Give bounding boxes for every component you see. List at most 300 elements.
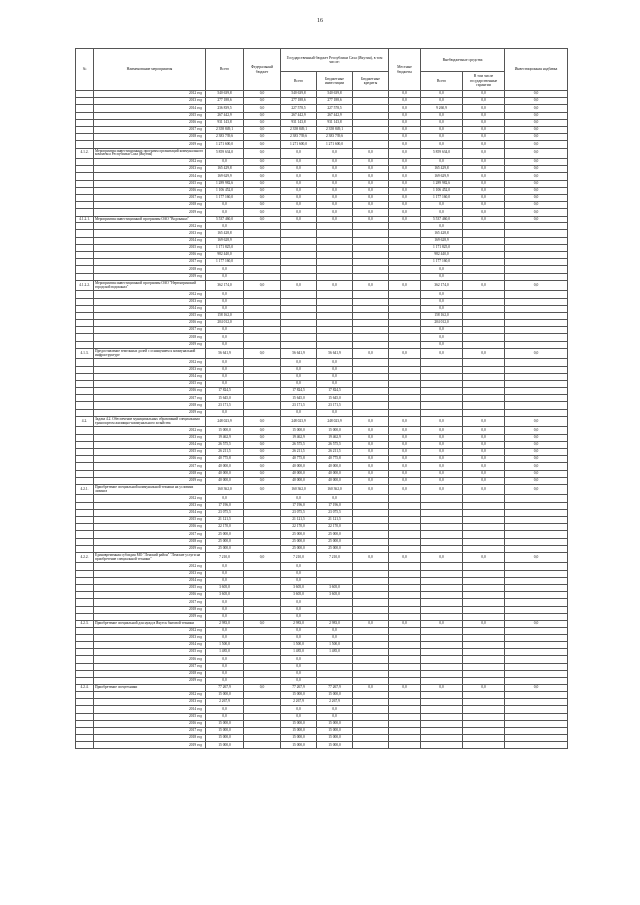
cell-value: 0,0 xyxy=(353,552,389,563)
cell-value xyxy=(317,341,353,348)
table-row-year xyxy=(76,166,568,173)
row-year: 2019 год xyxy=(94,141,206,148)
cell-value: 0,0 xyxy=(353,148,389,159)
table-row-year xyxy=(76,670,568,677)
cell-value: 26 575,5 xyxy=(317,441,353,448)
row-year: 2014 год xyxy=(94,237,206,244)
row-number xyxy=(76,259,94,266)
cell-value xyxy=(505,373,568,380)
cell-value xyxy=(463,495,505,502)
cell-value xyxy=(421,691,463,698)
cell-value: 0,0 xyxy=(421,298,463,305)
cell-value: 0,0 xyxy=(421,273,463,280)
cell-value: 17 196,0 xyxy=(281,502,317,509)
cell-value: 0,0 xyxy=(463,552,505,563)
cell-value xyxy=(389,409,421,416)
cell-value xyxy=(421,649,463,656)
cell-value xyxy=(244,524,281,531)
cell-value: 0,0 xyxy=(421,112,463,119)
cell-value xyxy=(421,395,463,402)
row-number xyxy=(76,470,94,477)
cell-value xyxy=(505,230,568,237)
cell-value: 23 075,5 xyxy=(317,509,353,516)
cell-value xyxy=(244,244,281,251)
cell-value xyxy=(463,334,505,341)
cell-value: 0,0 xyxy=(281,563,317,570)
cell-value: 0,0 xyxy=(463,463,505,470)
cell-value: 1 171 825,0 xyxy=(421,244,463,251)
row-year: 2019 год xyxy=(94,409,206,416)
cell-value xyxy=(353,402,389,409)
cell-value: 5 859 634,0 xyxy=(206,148,244,159)
row-number xyxy=(76,670,94,677)
row-year: 2016 год xyxy=(94,592,206,599)
row-number xyxy=(76,180,94,187)
cell-value xyxy=(421,642,463,649)
cell-value: 0,0 xyxy=(463,470,505,477)
cell-value: 7 210,0 xyxy=(317,552,353,563)
cell-value: 0,0 xyxy=(421,209,463,216)
row-year: 2018 год xyxy=(94,735,206,742)
cell-value: 0,0 xyxy=(421,91,463,98)
cell-value xyxy=(244,577,281,584)
row-number xyxy=(76,531,94,538)
row-year: 2019 год xyxy=(94,341,206,348)
cell-value: 15 000,0 xyxy=(317,427,353,434)
table-row-year xyxy=(76,126,568,133)
cell-value: 25 000,0 xyxy=(281,545,317,552)
table-row-year xyxy=(76,305,568,312)
cell-value xyxy=(244,320,281,327)
cell-value: 0,0 xyxy=(505,456,568,463)
cell-value: 165 428,8 xyxy=(206,230,244,237)
table-row-year xyxy=(76,627,568,634)
cell-value xyxy=(353,305,389,312)
cell-value xyxy=(389,305,421,312)
cell-value: 0,0 xyxy=(281,670,317,677)
row-year: 2019 год xyxy=(94,545,206,552)
cell-value: 3 605,0 xyxy=(206,585,244,592)
cell-value xyxy=(505,509,568,516)
cell-value: 0,0 xyxy=(353,484,389,495)
cell-value: 1 500,0 xyxy=(206,642,244,649)
cell-value: 0,0 xyxy=(244,427,281,434)
cell-value: 0,0 xyxy=(505,141,568,148)
cell-value xyxy=(505,713,568,720)
cell-value xyxy=(463,402,505,409)
row-number xyxy=(76,599,94,606)
cell-value xyxy=(463,634,505,641)
table-row-section xyxy=(76,416,568,427)
row-year: 2017 год xyxy=(94,463,206,470)
cell-value xyxy=(317,312,353,319)
cell-value: 26 211,5 xyxy=(281,448,317,455)
cell-value: 0,0 xyxy=(421,134,463,141)
row-year: 2017 год xyxy=(94,599,206,606)
cell-value: 0,0 xyxy=(244,209,281,216)
row-number xyxy=(76,298,94,305)
cell-value xyxy=(505,592,568,599)
cell-value xyxy=(353,545,389,552)
cell-value: 26 575,5 xyxy=(281,441,317,448)
cell-value xyxy=(244,252,281,259)
table-row-year xyxy=(76,538,568,545)
cell-value xyxy=(421,613,463,620)
row-year: 2012 год xyxy=(94,495,206,502)
cell-value: 0,0 xyxy=(463,148,505,159)
cell-value: 169 628,9 xyxy=(206,237,244,244)
cell-value xyxy=(505,627,568,634)
cell-value xyxy=(505,366,568,373)
cell-value: 40 000,0 xyxy=(317,477,353,484)
cell-value: 0,0 xyxy=(463,456,505,463)
cell-value: 0,0 xyxy=(505,620,568,627)
cell-value xyxy=(389,252,421,259)
cell-value: 0,0 xyxy=(244,194,281,201)
row-number xyxy=(76,634,94,641)
table-row-year xyxy=(76,359,568,366)
cell-value: 25 000,0 xyxy=(317,545,353,552)
cell-value xyxy=(421,720,463,727)
cell-value xyxy=(353,538,389,545)
cell-value xyxy=(244,727,281,734)
page-number: 16 xyxy=(317,18,323,24)
cell-value xyxy=(389,577,421,584)
cell-value xyxy=(505,663,568,670)
cell-value: 0,0 xyxy=(317,202,353,209)
cell-value xyxy=(281,298,317,305)
cell-value xyxy=(317,237,353,244)
cell-value: 0,0 xyxy=(463,209,505,216)
cell-value: 0,0 xyxy=(281,194,317,201)
cell-value xyxy=(353,252,389,259)
table-row-year xyxy=(76,194,568,201)
cell-value: 0,0 xyxy=(281,366,317,373)
cell-value xyxy=(353,98,389,105)
cell-value: 15 000,0 xyxy=(317,720,353,727)
cell-value: 15 000,0 xyxy=(281,735,317,742)
cell-value xyxy=(421,599,463,606)
cell-value: 9 260,9 xyxy=(421,105,463,112)
cell-value: 17 824,5 xyxy=(206,388,244,395)
table-row-year xyxy=(76,388,568,395)
cell-value xyxy=(389,678,421,685)
cell-value: 0,0 xyxy=(206,223,244,230)
cell-value xyxy=(353,649,389,656)
row-number xyxy=(76,388,94,395)
cell-value xyxy=(463,259,505,266)
row-year: 2019 год xyxy=(94,209,206,216)
row-year: 2014 год xyxy=(94,373,206,380)
cell-value: 21 121,5 xyxy=(317,516,353,523)
cell-value xyxy=(463,502,505,509)
cell-value xyxy=(421,699,463,706)
row-number: 4.2. xyxy=(76,416,94,427)
cell-value: 0,0 xyxy=(281,359,317,366)
cell-value: 0,0 xyxy=(389,91,421,98)
cell-value xyxy=(389,613,421,620)
cell-value xyxy=(505,244,568,251)
cell-value xyxy=(389,634,421,641)
cell-value xyxy=(389,298,421,305)
cell-value: 0,0 xyxy=(421,477,463,484)
cell-value: 0,0 xyxy=(244,348,281,359)
cell-value xyxy=(421,735,463,742)
cell-value: 0,0 xyxy=(353,470,389,477)
cell-value xyxy=(421,592,463,599)
cell-value xyxy=(389,563,421,570)
cell-value: 362 174,0 xyxy=(421,280,463,291)
budget-table xyxy=(75,48,568,749)
cell-value xyxy=(317,266,353,273)
cell-value xyxy=(463,273,505,280)
cell-value: 0,0 xyxy=(389,126,421,133)
table-row-year xyxy=(76,509,568,516)
cell-value: 0,0 xyxy=(505,280,568,291)
cell-value xyxy=(244,656,281,663)
cell-value xyxy=(389,230,421,237)
cell-value: 1 271 600,0 xyxy=(317,141,353,148)
cell-value xyxy=(463,366,505,373)
cell-value: 23 075,5 xyxy=(206,509,244,516)
cell-value: 0,0 xyxy=(421,427,463,434)
cell-value xyxy=(317,259,353,266)
table-row-year xyxy=(76,735,568,742)
row-number xyxy=(76,91,94,98)
table-row-year xyxy=(76,434,568,441)
row-year: 2016 год xyxy=(94,656,206,663)
cell-value xyxy=(421,373,463,380)
cell-value: 0,0 xyxy=(421,552,463,563)
cell-value: 0,0 xyxy=(206,627,244,634)
cell-value xyxy=(317,570,353,577)
cell-value: 0,0 xyxy=(389,187,421,194)
cell-value: 0,0 xyxy=(463,141,505,148)
cell-value xyxy=(353,327,389,334)
cell-value xyxy=(463,570,505,577)
cell-value: 236 839,5 xyxy=(206,105,244,112)
cell-value: 15 000,0 xyxy=(281,742,317,749)
table-row-year xyxy=(76,119,568,126)
cell-value xyxy=(389,599,421,606)
cell-value: 0,0 xyxy=(244,148,281,159)
cell-value xyxy=(505,563,568,570)
cell-value: 15 645,0 xyxy=(317,395,353,402)
cell-value xyxy=(244,341,281,348)
row-year: 2016 год xyxy=(94,524,206,531)
cell-value xyxy=(244,735,281,742)
cell-value xyxy=(505,656,568,663)
cell-value: 0,0 xyxy=(281,599,317,606)
cell-value: 19 462,9 xyxy=(317,434,353,441)
row-number xyxy=(76,656,94,663)
cell-value xyxy=(244,509,281,516)
cell-value: 0,0 xyxy=(463,91,505,98)
cell-value: 0,0 xyxy=(421,202,463,209)
cell-value: 0,0 xyxy=(389,159,421,166)
cell-value: 0,0 xyxy=(463,187,505,194)
cell-value xyxy=(353,341,389,348)
cell-value xyxy=(421,563,463,570)
cell-value: 165 429,8 xyxy=(206,166,244,173)
row-year: 2018 год xyxy=(94,670,206,677)
cell-value: 0,0 xyxy=(505,416,568,427)
cell-value xyxy=(463,359,505,366)
row-number: 4.2.2. xyxy=(76,552,94,563)
row-number xyxy=(76,502,94,509)
cell-value: 0,0 xyxy=(505,166,568,173)
cell-value xyxy=(353,409,389,416)
row-number xyxy=(76,691,94,698)
row-year: 2014 год xyxy=(94,642,206,649)
row-number xyxy=(76,230,94,237)
cell-value: 77 267,9 xyxy=(317,685,353,692)
cell-value xyxy=(244,531,281,538)
cell-value: 0,0 xyxy=(244,477,281,484)
cell-value xyxy=(505,524,568,531)
cell-value xyxy=(505,649,568,656)
cell-value: 1 177 160,0 xyxy=(206,259,244,266)
cell-value: 1 177 160,0 xyxy=(421,259,463,266)
row-number xyxy=(76,187,94,194)
cell-value: 0,0 xyxy=(206,327,244,334)
cell-value: 0,0 xyxy=(353,348,389,359)
row-activity-name: Мероприятия инвестиционных программ организаций коммунального комплекса Республики Саха (Якутия) xyxy=(94,148,206,159)
cell-value: 15 000,0 xyxy=(317,727,353,734)
row-year: 2018 год xyxy=(94,202,206,209)
cell-value: 0,0 xyxy=(505,552,568,563)
row-year: 2012 год xyxy=(94,223,206,230)
cell-value xyxy=(421,531,463,538)
cell-value: 0,0 xyxy=(281,706,317,713)
row-number xyxy=(76,373,94,380)
cell-value xyxy=(421,402,463,409)
cell-value: 0,0 xyxy=(421,98,463,105)
cell-value xyxy=(244,502,281,509)
cell-value: 0,0 xyxy=(389,620,421,627)
cell-value: 15 000,0 xyxy=(206,691,244,698)
cell-value: 0,0 xyxy=(206,613,244,620)
cell-value xyxy=(281,244,317,251)
row-number xyxy=(76,742,94,749)
cell-value xyxy=(505,742,568,749)
cell-value: 0,0 xyxy=(206,305,244,312)
row-number xyxy=(76,141,94,148)
cell-value: 2 383 739,6 xyxy=(317,134,353,141)
row-year: 2017 год xyxy=(94,126,206,133)
cell-value xyxy=(353,613,389,620)
cell-value: 0,0 xyxy=(421,141,463,148)
cell-value: 23 171,5 xyxy=(206,402,244,409)
cell-value: 25 000,0 xyxy=(206,531,244,538)
cell-value xyxy=(281,230,317,237)
cell-value: 1 500,0 xyxy=(317,642,353,649)
cell-value: 1 485,0 xyxy=(206,649,244,656)
row-year: 2018 год xyxy=(94,470,206,477)
cell-value xyxy=(244,395,281,402)
row-number xyxy=(76,585,94,592)
cell-value: 0,0 xyxy=(505,119,568,126)
cell-value: 0,0 xyxy=(206,298,244,305)
cell-value xyxy=(353,91,389,98)
cell-value: 0,0 xyxy=(421,327,463,334)
table-row-year xyxy=(76,448,568,455)
row-number xyxy=(76,366,94,373)
cell-value xyxy=(389,312,421,319)
cell-value xyxy=(244,699,281,706)
cell-value: 931 143,8 xyxy=(317,119,353,126)
row-year: 2012 год xyxy=(94,291,206,298)
row-year: 2017 год xyxy=(94,327,206,334)
cell-value: 7 210,0 xyxy=(281,552,317,563)
cell-value: 40 000,0 xyxy=(206,477,244,484)
header-state-invest: Бюджетные инвестиции xyxy=(317,72,353,91)
cell-value xyxy=(317,577,353,584)
row-year: 2012 год xyxy=(94,691,206,698)
cell-value: 0,0 xyxy=(206,373,244,380)
cell-value: 0,0 xyxy=(463,159,505,166)
row-year: 2015 год xyxy=(94,448,206,455)
cell-value xyxy=(244,273,281,280)
cell-value: 0,0 xyxy=(421,159,463,166)
cell-value: 0,0 xyxy=(317,366,353,373)
row-year: 2016 год xyxy=(94,187,206,194)
row-number xyxy=(76,477,94,484)
row-year: 2016 год xyxy=(94,720,206,727)
row-year: 2019 год xyxy=(94,477,206,484)
cell-value: 0,0 xyxy=(244,98,281,105)
cell-value: 0,0 xyxy=(281,166,317,173)
cell-value: 267 442,9 xyxy=(317,112,353,119)
cell-value: 0,0 xyxy=(463,348,505,359)
cell-value xyxy=(463,409,505,416)
cell-value xyxy=(389,627,421,634)
cell-value xyxy=(317,320,353,327)
row-year: 2015 год xyxy=(94,312,206,319)
cell-value: 0,0 xyxy=(206,334,244,341)
cell-value: 0,0 xyxy=(389,141,421,148)
cell-value xyxy=(505,699,568,706)
row-number xyxy=(76,516,94,523)
cell-value: 160 362,0 xyxy=(281,484,317,495)
cell-value: 0,0 xyxy=(244,119,281,126)
cell-value: 56 641,9 xyxy=(281,348,317,359)
cell-value: 0,0 xyxy=(505,105,568,112)
cell-value: 0,0 xyxy=(389,348,421,359)
row-year: 2013 год xyxy=(94,98,206,105)
cell-value: 0,0 xyxy=(353,202,389,209)
cell-value xyxy=(463,563,505,570)
cell-value xyxy=(389,237,421,244)
cell-value: 2 358 849,1 xyxy=(317,126,353,133)
cell-value xyxy=(505,577,568,584)
cell-value: 0,0 xyxy=(244,552,281,563)
cell-value xyxy=(463,380,505,387)
cell-value xyxy=(389,720,421,727)
table-row-year xyxy=(76,223,568,230)
cell-value xyxy=(463,298,505,305)
cell-value xyxy=(353,516,389,523)
row-number xyxy=(76,202,94,209)
cell-value: 0,0 xyxy=(206,209,244,216)
cell-value xyxy=(463,599,505,606)
row-year: 2017 год xyxy=(94,663,206,670)
cell-value: 0,0 xyxy=(206,291,244,298)
cell-value: 0,0 xyxy=(244,470,281,477)
cell-value: 0,0 xyxy=(244,134,281,141)
cell-value: 17 196,0 xyxy=(206,502,244,509)
row-number xyxy=(76,223,94,230)
